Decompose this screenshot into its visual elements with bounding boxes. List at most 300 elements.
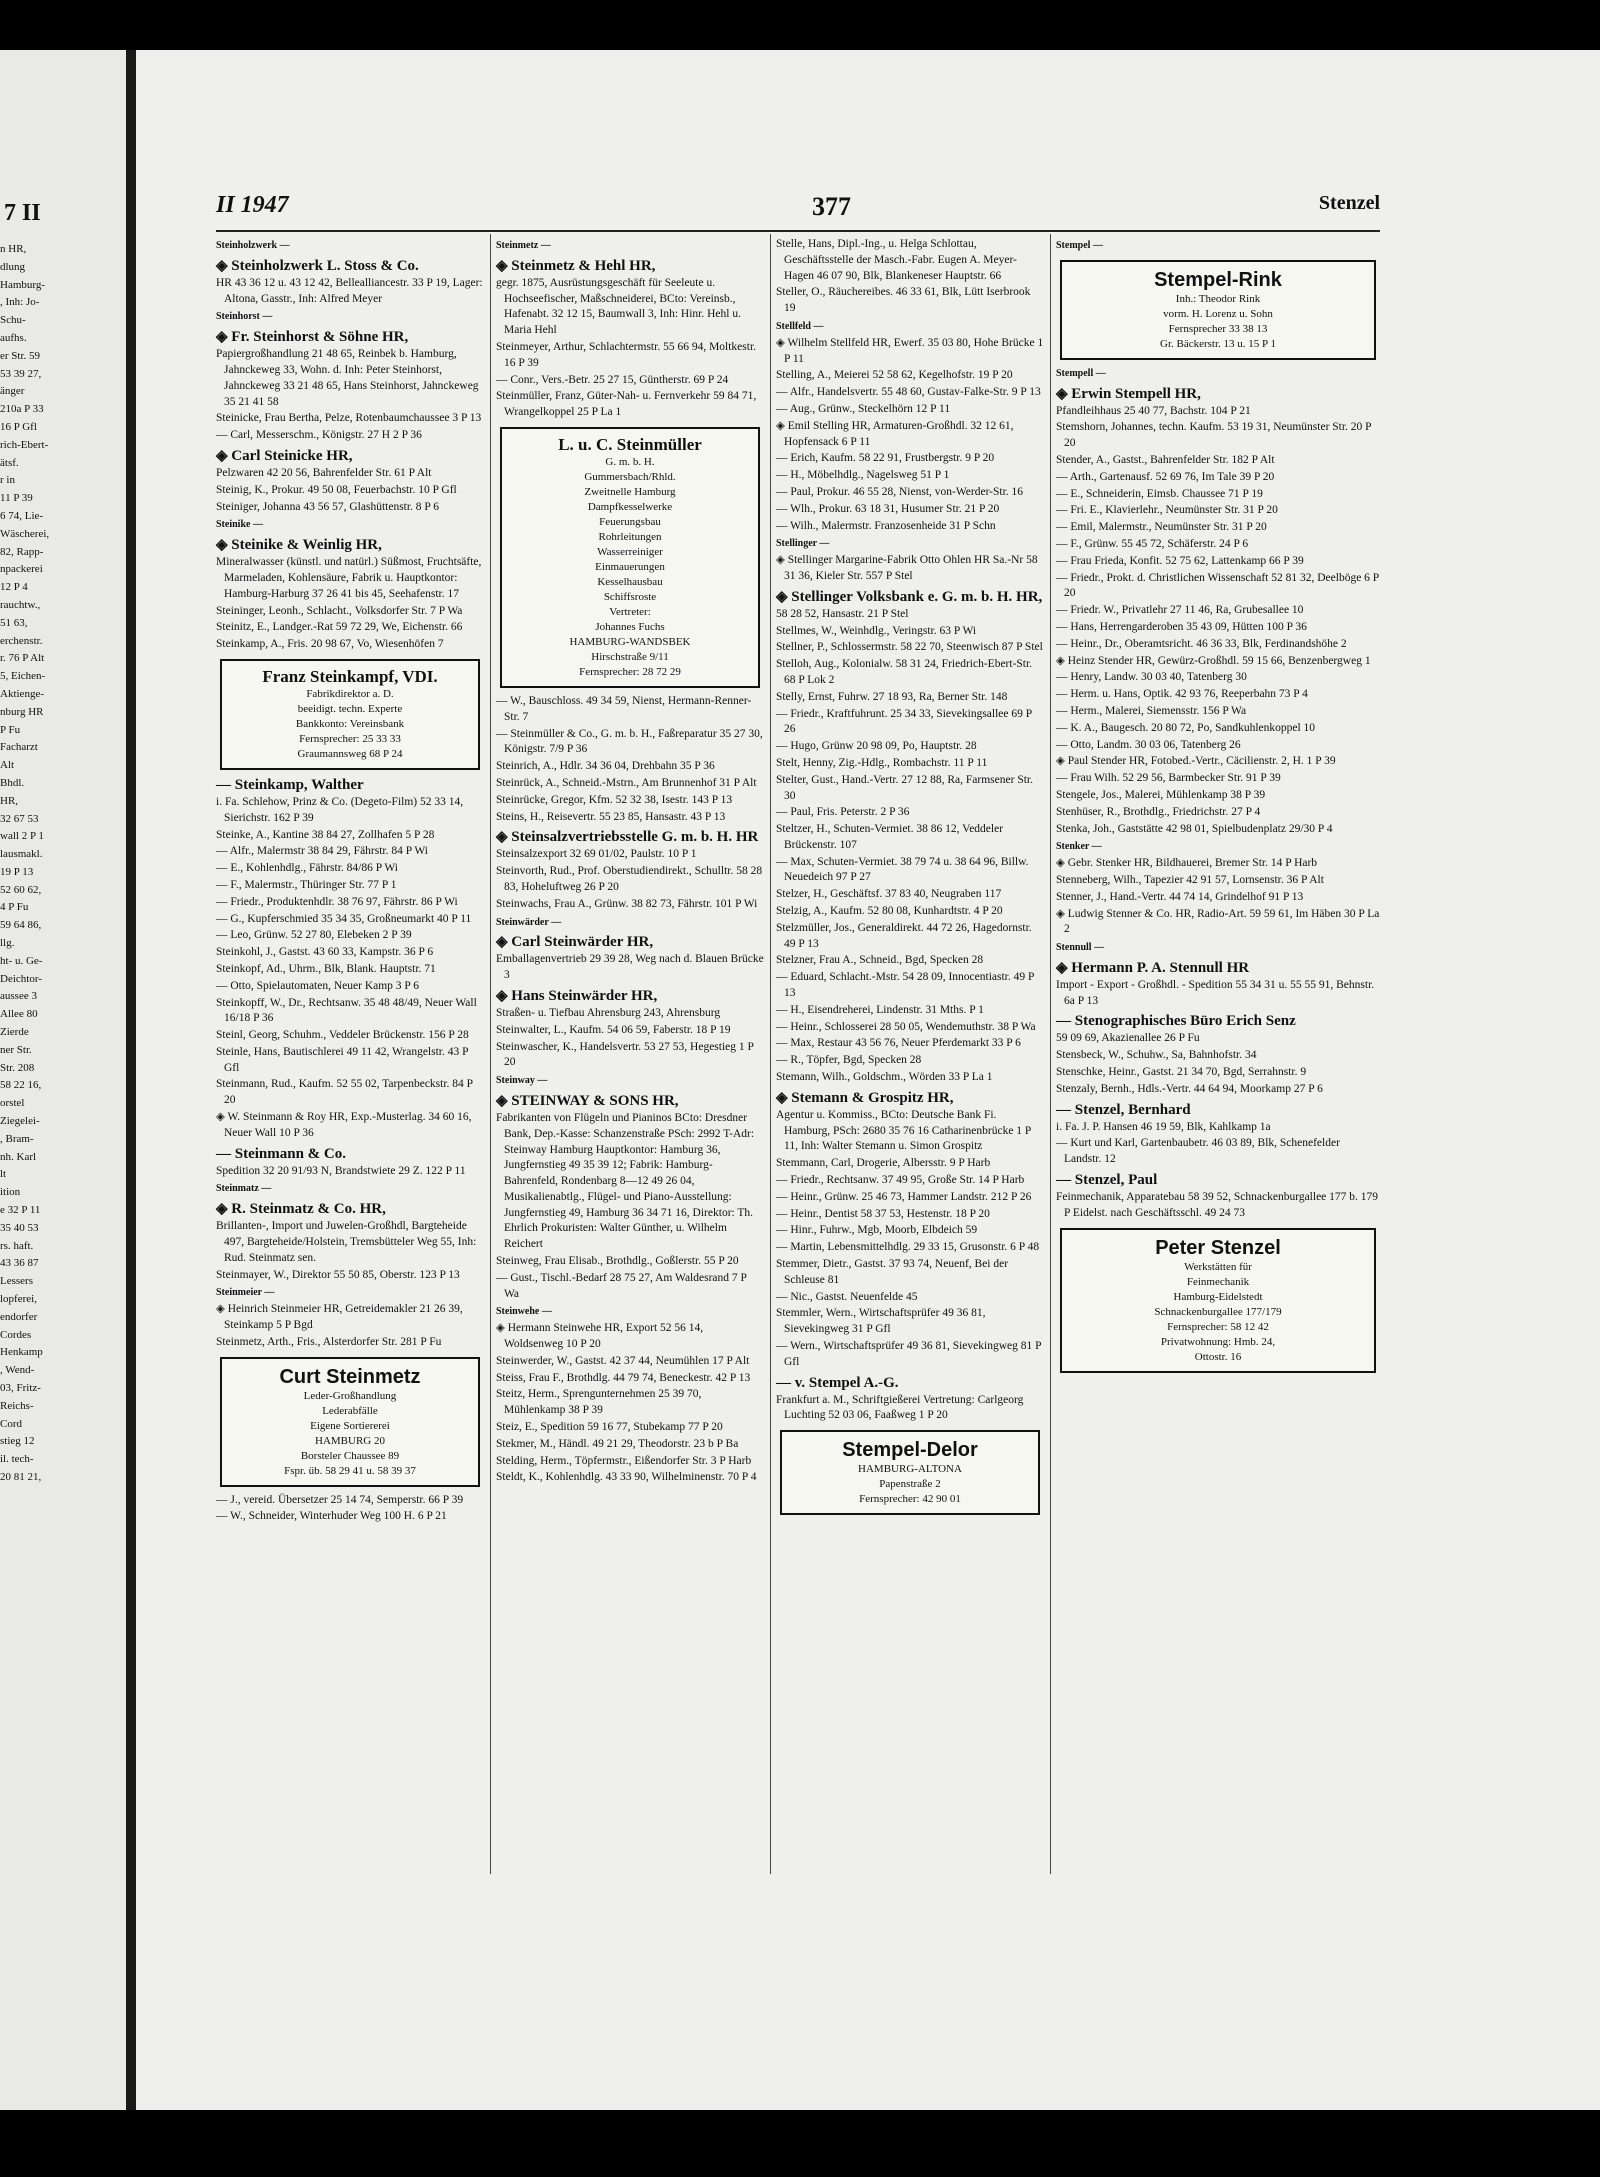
page-header-right: Stenzel — [1318, 192, 1380, 214]
previous-page-line: Wäscherei, — [0, 527, 50, 540]
directory-entry: Steinvorth, Rud., Prof. Oberstudiendirekt., Schulltr. 58 28 83, Hoheluftweg 26 P 20 — [496, 865, 763, 893]
firm-name-entry: ◈ Carl Steinwärder HR, — [496, 934, 654, 951]
advertisement-line: Graumannsweg 68 P 24 — [297, 747, 403, 760]
directory-entry: Stelter, Gust., Hand.-Vertr. 27 12 88, Ra, Farmsener Str. 30 — [776, 773, 1033, 802]
directory-entry: Steinrück, A., Schneid.-Mstrn., Am Brunnenhof 31 P Alt — [496, 776, 757, 789]
directory-entry: — Friedr., Prokt. d. Christlichen Wissenschaft 52 81 32, Deelböge 6 P 20 — [1056, 571, 1379, 600]
advertisement-line: Fernsprecher: 25 33 33 — [299, 732, 401, 745]
advertisement-line: Papenstraße 2 — [879, 1478, 941, 1491]
directory-entry: HR 43 36 12 u. 43 12 42, Bellealliancestr. 33 P 19, Lager: Altona, Gasstr., Inh: Alfred Meyer — [216, 276, 483, 305]
directory-entry: Papiergroßhandlung 21 48 65, Reinbek b. Hamburg, Jahnckeweg 33, Wohn. d. Inh: Peter Steinhorst, Jahnckeweg 33 21 48 65, Hans Steinhorst, Jahnckeweg 35 21 41 58 — [216, 348, 479, 408]
firm-name-entry: ◈ Erwin Stempell HR, — [1056, 385, 1201, 402]
section-heading: Steinmeier — — [216, 1287, 275, 1299]
directory-entry: — Frau Frieda, Konfit. 52 75 62, Lattenkamp 66 P 39 — [1056, 554, 1304, 567]
directory-entry: Steiz, E., Spedition 59 16 77, Stubekamp 77 P 20 — [496, 1421, 723, 1434]
previous-page-line: nburg HR — [0, 705, 44, 718]
directory-entry: Steins, H., Reisevertr. 55 23 85, Hansastr. 43 P 13 — [496, 810, 726, 823]
previous-page-line: , Wend- — [0, 1364, 35, 1377]
directory-entry: Fabrikanten von Flügeln und Pianinos BCto: Dresdner Bank, Dep.-Kasse: Schanzenstraße PSch: 2992 T-Adr: Steinway Hamburg Hauptkontor: Hamburg 36, Jungfernstieg 49 35 39 12; Fabrik: Hamburg-Bahrenfeld, Rondenbarg 8—12 49 26 04, Musikalienabtlg., Flügel- und Piano-Ausstellung: Jungfernstieg 49, Hamburg 36 34 71 16, Direktor: Th. Ehrlich Prokuristen: Walter Günther, u. Wilhelm Reichert — [496, 1111, 755, 1251]
section-heading: Steinholzwerk — — [216, 240, 290, 251]
directory-entry: Steiss, Frau F., Brothdlg. 44 79 74, Beneckestr. 42 P 13 — [496, 1371, 751, 1384]
directory-entry: ◈ Hermann Steinwehe HR, Export 52 56 14, Woldsenweg 10 P 20 — [496, 1322, 704, 1351]
directory-entry: — Wern., Wirtschaftsprüfer 49 36 81, Sievekingweg 81 P Gfl — [776, 1340, 1042, 1368]
directory-entry: — H., Möbelhdlg., Nagelsweg 51 P 1 — [776, 469, 950, 482]
previous-page-line: ht- u. Ge- — [0, 954, 43, 967]
directory-entry: — Fri. E., Klavierlehr., Neumünster Str. 31 P 20 — [1056, 504, 1278, 517]
directory-entry: Steinmayer, W., Direktor 55 50 85, Oberstr. 123 P 13 — [216, 1268, 460, 1281]
previous-page-line: wall 2 P 1 — [0, 830, 44, 843]
previous-page-line: ner Str. — [0, 1043, 32, 1056]
previous-page-line: Bhdl. — [0, 776, 25, 789]
advertisement-line: Kesselhausbau — [597, 575, 663, 588]
previous-page-line: llg. — [0, 937, 15, 950]
previous-page-line: 43 36 87 — [0, 1257, 39, 1270]
firm-name-entry: — Stenographisches Büro Erich Senz — [1056, 1013, 1296, 1030]
previous-page-header: 7 II — [4, 200, 41, 226]
firm-name-entry: ◈ STEINWAY & SONS HR, — [496, 1092, 679, 1109]
previous-page-line: r in — [0, 474, 15, 487]
directory-entry: — Heinr., Dr., Oberamtsricht. 46 36 33, Blk, Ferdinandshöhe 2 — [1056, 637, 1347, 650]
advertisement-line: Vertreter: — [609, 605, 651, 618]
directory-entry: Stelloh, Aug., Kolonialw. 58 31 24, Friedrich-Ebert-Str. 68 P Lok 2 — [776, 658, 1033, 686]
firm-name-entry: ◈ Steinholzwerk L. Stoss & Co. — [216, 257, 419, 274]
advertisement-line: Fernsprecher 33 38 13 — [1168, 322, 1268, 335]
directory-entry: Steinmann, Rud., Kaufm. 52 55 02, Tarpenbeckstr. 84 P 20 — [216, 1078, 473, 1107]
advertisement-title: L. u. C. Steinmüller — [558, 434, 702, 454]
directory-entry: — E., Schneiderin, Eimsb. Chaussee 71 P 19 — [1056, 487, 1263, 500]
directory-entry: — Friedr., Kraftfuhrunt. 25 34 33, Sievekingsallee 69 P 26 — [776, 707, 1032, 736]
previous-page-line: il. tech- — [0, 1453, 34, 1466]
previous-page-line: aufhs. — [0, 331, 27, 344]
directory-entry: 58 28 52, Hansastr. 21 P Stel — [776, 607, 909, 620]
previous-page-line: , Bram- — [0, 1132, 34, 1145]
section-heading: Stellinger — — [776, 538, 830, 550]
directory-entry: — Emil, Malermstr., Neumünster Str. 31 P 20 — [1056, 521, 1267, 534]
directory-entry: Steinrich, A., Hdlr. 34 36 04, Drehbahn 35 P 36 — [496, 760, 715, 773]
firm-name-entry: ◈ Steinike & Weinlig HR, — [216, 537, 382, 554]
advertisement-title: Peter Stenzel — [1155, 1236, 1281, 1259]
previous-page-line: Deichtor- — [0, 972, 42, 985]
previous-page-lines — [0, 241, 126, 1487]
advertisement-line: Dampfkesselwerke — [587, 500, 673, 513]
column-divider — [770, 234, 771, 1874]
previous-page-line: 03, Fritz- — [0, 1382, 41, 1394]
advertisement-box — [1060, 1228, 1376, 1373]
directory-entry: Steinle, Hans, Bautischlerei 49 11 42, Wrangelstr. 43 P Gfl — [216, 1045, 469, 1074]
directory-entry: — Friedr., Produktenhdlr. 38 76 97, Fährstr. 86 P Wi — [216, 895, 458, 908]
advertisement-line: Borsteler Chaussee 89 — [300, 1449, 400, 1462]
previous-page-line: 59 64 86, — [0, 919, 42, 932]
advertisement-line: G. m. b. H. — [605, 455, 655, 468]
previous-page-line: 35 40 53 — [0, 1221, 39, 1234]
column-divider — [1050, 234, 1051, 1874]
directory-entry: Steinl, Georg, Schuhm., Veddeler Brückenstr. 156 P 28 — [216, 1029, 469, 1042]
directory-entry: Pelzwaren 42 20 56, Bahrenfelder Str. 61 P Alt — [216, 466, 432, 479]
directory-entry: — Hinr., Fuhrw., Mgb, Moorb, Elbdeich 59 — [776, 1224, 978, 1237]
previous-page-line: endorfer — [0, 1310, 38, 1323]
directory-entry: ◈ Emil Stelling HR, Armaturen-Großhdl. 32 12 61, Hopfensack 6 P 11 — [776, 419, 1014, 448]
previous-page-line: ätsf. — [0, 456, 19, 469]
advertisement-title: Curt Steinmetz — [279, 1365, 421, 1388]
previous-page-line: 32 67 53 — [0, 812, 39, 825]
column-divider — [490, 234, 491, 1874]
directory-page — [136, 50, 1600, 2110]
section-heading: Steinwehe — — [496, 1306, 552, 1318]
directory-entry: Stelle, Hans, Dipl.-Ing., u. Helga Schlottau, Geschäftsstelle der Masch.-Fabr. Eugen A. Meyer-Hagen 46 07 90, Blk, Blankeneser Hauptstr. 66 — [776, 238, 1017, 282]
firm-name-entry: ◈ R. Steinmatz & Co. HR, — [216, 1201, 386, 1218]
firm-name-entry: — Stenzel, Bernhard — [1056, 1101, 1191, 1118]
directory-entry: Straßen- u. Tiefbau Ahrensburg 243, Ahrensburg — [496, 1006, 721, 1019]
previous-page-line: 58 22 16, — [0, 1079, 42, 1092]
previous-page-line: Cordes — [0, 1328, 32, 1341]
previous-page-line: 4 P Fu — [0, 901, 29, 914]
directory-entry: — Friedr., Rechtsanw. 37 49 95, Große Str. 14 P Harb — [776, 1174, 1025, 1187]
directory-entry: — Henry, Landw. 30 03 40, Tatenberg 30 — [1056, 671, 1247, 684]
previous-page-line: Str. 208 — [0, 1061, 35, 1074]
previous-page-line: Cord — [0, 1417, 22, 1430]
previous-page-line: r. 76 P Alt — [0, 652, 45, 665]
advertisement-line: Fernsprecher: 42 90 01 — [859, 1493, 961, 1506]
previous-page-line: 19 P 13 — [0, 865, 34, 878]
directory-entry: — F., Grünw. 55 45 72, Schäferstr. 24 P 6 — [1056, 537, 1249, 550]
directory-entry: — Herm., Malerei, Siemensstr. 156 P Wa — [1056, 704, 1247, 717]
advertisement-line: Zweitnelle Hamburg — [584, 485, 676, 498]
previous-page-line: 12 P 4 — [0, 581, 28, 594]
directory-entry: Steinkopff, W., Dr., Rechtsanw. 35 48 48/49, Neuer Wall 16/18 P 36 — [216, 996, 477, 1025]
directory-entry: — F., Malermstr., Thüringer Str. 77 P 1 — [216, 878, 397, 891]
advertisement-line: Fabrikdirektor a. D. — [306, 687, 394, 700]
previous-page-line: 210a P 33 — [0, 403, 44, 416]
directory-entry: — Heinr., Schlosserei 28 50 05, Wendemuthstr. 38 P Wa — [776, 1020, 1036, 1033]
advertisement-box — [780, 1430, 1040, 1515]
advertisement-line: Hamburg-Eidelstedt — [1173, 1290, 1263, 1303]
book-gutter — [126, 50, 136, 2110]
directory-entry: Steinwachs, Frau A., Grünw. 38 82 73, Fährstr. 101 P Wi — [496, 897, 758, 910]
directory-entry: — W., Bauschloss. 49 34 59, Nienst, Hermann-Renner-Str. 7 — [496, 694, 752, 723]
previous-page-line: Alt — [0, 759, 15, 772]
directory-entry: Steinwascher, K., Handelsvertr. 53 27 53, Hegestieg 1 P 20 — [496, 1040, 754, 1069]
directory-entry: Steldt, K., Kohlenhdlg. 43 33 90, Wilhelminenstr. 70 P 4 — [496, 1471, 757, 1484]
advertisement-title: Franz Steinkampf, VDI. — [262, 666, 438, 686]
previous-page-fragment — [0, 50, 126, 2110]
firm-name-entry: ◈ Steinsalzvertriebsstelle G. m. b. H. HR — [496, 829, 759, 846]
directory-entry: Stellmes, W., Weinhdlg., Veringstr. 63 P Wi — [776, 624, 977, 637]
previous-page-line: 20 81 21, — [0, 1470, 42, 1483]
section-heading: Steinmetz — — [496, 240, 551, 251]
previous-page-line: Hamburg- — [0, 278, 46, 291]
directory-entry: Steinig, K., Prokur. 49 50 08, Feuerbachstr. 10 P Gfl — [216, 483, 457, 496]
directory-entry: 59 09 69, Akazienallee 26 P Fu — [1056, 1032, 1200, 1045]
directory-entry: Stensbeck, W., Schuhw., Sa, Bahnhofstr. 34 — [1056, 1049, 1257, 1062]
directory-entry: Stelding, Herm., Töpfermstr., Eißendorfer Str. 3 P Harb — [496, 1454, 752, 1467]
section-heading: Steinhorst — — [216, 311, 273, 323]
previous-page-line: Lessers — [0, 1275, 33, 1288]
directory-entry: Stelt, Henny, Zig.-Hdlg., Rombachstr. 11 P 11 — [776, 756, 988, 769]
previous-page-line: , Inh: Jo- — [0, 296, 40, 309]
previous-page-line: ition — [0, 1186, 21, 1199]
section-heading: Steinwärder — — [496, 916, 562, 928]
firm-name-entry: ◈ Steinmetz & Hehl HR, — [496, 257, 656, 274]
directory-entry: ◈ Stellinger Margarine-Fabrik Otto Ohlen HR Sa.-Nr 58 31 36, Kieler Str. 557 P Stel — [776, 554, 1038, 582]
advertisement-line: Leder-Großhandlung — [303, 1389, 397, 1402]
directory-entry: Stemmler, Wern., Wirtschaftsprüfer 49 36 81, Sievekingweg 31 P Gfl — [776, 1307, 986, 1336]
header-rule — [216, 230, 1380, 232]
advertisement-line: Gr. Bäckerstr. 13 u. 15 P 1 — [1160, 337, 1276, 350]
directory-entry: — Eduard, Schlacht.-Mstr. 54 28 09, Innocentiastr. 49 P 13 — [776, 971, 1034, 1000]
directory-entry: Steltzer, H., Schuten-Vermiet. 38 86 12, Veddeler Brückenstr. 107 — [776, 823, 1004, 851]
directory-entry: — Max, Schuten-Vermiet. 38 79 74 u. 38 64 96, Billw. Neuedeich 97 P 27 — [776, 855, 1029, 884]
directory-entry: — Heinr., Grünw. 25 46 73, Hammer Landstr. 212 P 26 — [776, 1190, 1032, 1203]
directory-entry: — Friedr. W., Privatlehr 27 11 46, Ra, Grubesallee 10 — [1056, 604, 1304, 617]
advertisement-line: Eigene Sortiererei — [310, 1419, 390, 1432]
directory-entry: Stemshorn, Johannes, techn. Kaufm. 53 19 31, Neumünster Str. 20 P 20 — [1056, 421, 1372, 450]
previous-page-line: Reichs- — [0, 1399, 34, 1412]
directory-entry: Steinitz, E., Landger.-Rat 59 72 29, We, Eichenstr. 66 — [216, 621, 463, 634]
page-number: 377 — [812, 192, 851, 221]
directory-entry: Steller, O., Räuchereibes. 46 33 61, Blk, Lütt Iserbrook 19 — [776, 286, 1031, 315]
previous-page-line: lopferei, — [0, 1293, 37, 1306]
directory-entry: Stelzer, H., Geschäftsf. 37 83 40, Neugraben 117 — [776, 888, 1002, 901]
directory-entry: Stelling, A., Meierei 52 58 62, Kegelhofstr. 19 P 20 — [776, 369, 1013, 382]
directory-entry: ◈ Ludwig Stenner & Co. HR, Radio-Art. 59 59 61, Im Häben 30 P La 2 — [1056, 907, 1380, 936]
previous-page-line: Henkamp — [0, 1346, 43, 1359]
directory-entry: Stenschke, Heinr., Gastst. 21 34 70, Bgd, Serrahnstr. 9 — [1056, 1066, 1307, 1079]
section-heading: Stempell — — [1056, 367, 1106, 379]
directory-entry: Pfandleihhaus 25 40 77, Bachstr. 104 P 21 — [1056, 404, 1251, 417]
directory-entry: Steinkohl, J., Gastst. 43 60 33, Kampstr. 36 P 6 — [216, 946, 434, 959]
previous-page-line: aussee 3 — [0, 990, 37, 1003]
advertisement-line: Feinmechanik — [1186, 1275, 1250, 1288]
directory-entry: Steinwalter, L., Kaufm. 54 06 59, Faberstr. 18 P 19 — [496, 1023, 731, 1036]
directory-entry: — Heinr., Dentist 58 37 53, Hestenstr. 18 P 20 — [776, 1207, 990, 1220]
advertisement-line: Schiffsroste — [603, 590, 657, 603]
section-heading: Stennull — — [1056, 942, 1105, 954]
directory-entry: Steinsalzexport 32 69 01/02, Paulstr. 10 P 1 — [496, 848, 697, 861]
directory-entry: Steinmeyer, Arthur, Schlachtermstr. 55 66 94, Moltkestr. 16 P 39 — [496, 340, 757, 369]
directory-entry: Feinmechanik, Apparatebau 58 39 52, Schnackenburgallee 177 b. 179 P Eidelst. nach Geschäftsschl. 49 24 73 — [1056, 1191, 1379, 1219]
previous-page-line: lt — [0, 1168, 7, 1181]
directory-entry: Steinkopf, Ad., Uhrm., Blk, Blank. Hauptstr. 71 — [216, 962, 436, 975]
previous-page-line: erchenstr. — [0, 634, 43, 647]
advertisement-line: Fernsprecher: 28 72 29 — [579, 665, 681, 678]
advertisement-line: HAMBURG-ALTONA — [858, 1463, 962, 1476]
advertisement-line: Bankkonto: Vereinsbank — [295, 717, 405, 730]
advertisement-box — [220, 1357, 480, 1487]
advertisement-line: Feuerungsbau — [599, 515, 661, 528]
directory-entry: — Hans, Herrengarderoben 35 43 09, Hütten 100 P 36 — [1056, 620, 1307, 633]
directory-entry: — Kurt und Karl, Gartenbaubetr. 46 03 89, Blk, Schenefelder Landstr. 12 — [1056, 1137, 1340, 1166]
advertisement-line: Rohrleitungen — [598, 530, 662, 543]
directory-entry: Frankfurt a. M., Schriftgießerei Vertretung: Carlgeorg Luchting 52 03 06, Faaßweg 1 P 20 — [776, 1393, 1024, 1422]
directory-entry: Stelly, Ernst, Fuhrw. 27 18 93, Ra, Berner Str. 148 — [776, 690, 1008, 703]
advertisement-box — [220, 659, 480, 770]
previous-page-line: lausmakl. — [0, 848, 43, 861]
advertisement-line: Werkstätten für — [1184, 1260, 1252, 1273]
advertisement-line: Ottostr. 16 — [1194, 1350, 1242, 1363]
directory-entry: — Herm. u. Hans, Optik. 42 93 76, Reeperbahn 73 P 4 — [1056, 688, 1308, 701]
advertisement-line: beeidigt. techn. Experte — [297, 702, 403, 715]
directory-entry: — Otto, Landm. 30 03 06, Tatenberg 26 — [1056, 738, 1241, 751]
advertisement-line: Inh.: Theodor Rink — [1175, 292, 1261, 305]
directory-entry: — H., Eisendreherei, Lindenstr. 31 Mths. P 1 — [776, 1003, 984, 1016]
directory-entry: Stelzig, A., Kaufm. 52 80 08, Kunhardtstr. 4 P 20 — [776, 905, 1003, 918]
directory-entry: Stemmer, Dietr., Gastst. 37 93 74, Neuenf, Bei der Schleuse 81 — [776, 1258, 1009, 1286]
directory-entry: ◈ Heinz Stender HR, Gewürz-Großhdl. 59 15 66, Benzenbergweg 1 — [1056, 654, 1371, 667]
directory-entry: ◈ Wilhelm Stellfeld HR, Ewerf. 35 03 80, Hohe Brücke 1 P 11 — [776, 336, 1044, 365]
directory-entry: Import - Export - Großhdl. - Spedition 55 34 31 u. 55 55 91, Behnstr. 6a P 13 — [1056, 978, 1375, 1007]
directory-entry: Brillanten-, Import und Juwelen-Großhdl, Bargteheide 497, Bargteheide/Holstein, Tremsbütteler Weg 55, Inh: Rud. Steinmatz sen. — [216, 1220, 477, 1264]
directory-entry: Spedition 32 20 91/93 N, Brandstwiete 29 Z. 122 P 11 — [216, 1164, 466, 1177]
directory-entry: — Leo, Grünw. 52 27 80, Elebeken 2 P 39 — [216, 929, 412, 942]
advertisement-line: HAMBURG-WANDSBEK — [569, 635, 691, 648]
directory-entry: — Conr., Vers.-Betr. 25 27 15, Güntherstr. 69 P 24 — [496, 373, 729, 386]
directory-entry: — E., Kohlenhdlg., Fährstr. 84/86 P Wi — [216, 862, 398, 875]
directory-entry: Stemmann, Carl, Drogerie, Albersstr. 9 P Harb — [776, 1157, 991, 1170]
directory-entry: Stenner, J., Hand.-Vertr. 44 74 14, Grindelhof 91 P 13 — [1056, 890, 1304, 903]
section-heading: Stenker — — [1056, 841, 1102, 853]
column-3 — [776, 236, 1044, 1521]
directory-entry: Steinmüller, Franz, Güter-Nah- u. Fernverkehr 59 84 71, Wrangelkoppel 25 P La 1 — [496, 390, 757, 419]
previous-page-line: P Fu — [0, 723, 21, 736]
previous-page-line: Allee 80 — [0, 1008, 38, 1021]
directory-entry: — Max, Restaur 43 56 76, Neuer Pferdemarkt 33 P 6 — [776, 1037, 1021, 1050]
directory-entry: Stemann, Wilh., Goldschm., Wörden 33 P La 1 — [776, 1071, 993, 1084]
directory-entry: Steinwerder, W., Gastst. 42 37 44, Neumühlen 17 P Alt — [496, 1354, 750, 1367]
firm-name-entry: ◈ Hermann P. A. Stennull HR — [1056, 959, 1250, 976]
previous-page-line: rs. haft. — [0, 1239, 34, 1252]
directory-entry: Stenzaly, Bernh., Hdls.-Vertr. 44 64 94, Moorkamp 27 P 6 — [1056, 1082, 1323, 1095]
column-2 — [496, 236, 764, 1487]
directory-entry: — Nic., Gastst. Neuenfelde 45 — [776, 1290, 918, 1303]
directory-entry: — Otto, Spielautomaten, Neuer Kamp 3 P 6 — [216, 979, 420, 992]
previous-page-line: 51 63, — [0, 616, 28, 629]
directory-entry: Mineralwasser (künstl. und natürl.) Süßmost, Fruchtsäfte, Marmeladen, Kohlensäure, Fabrik u. Hauptkontor: Hamburg-Harburg 37 26 41 bis 45, Seehafenstr. 17 — [216, 556, 482, 600]
directory-entry: Stenneberg, Wilh., Tapezier 42 91 57, Lornsenstr. 36 P Alt — [1056, 873, 1324, 886]
directory-entry: ◈ Gebr. Stenker HR, Bildhauerei, Bremer Str. 14 P Harb — [1056, 857, 1318, 870]
directory-entry: Steinweg, Frau Elisab., Brothdlg., Goßlerstr. 55 P 20 — [496, 1255, 739, 1268]
directory-entry: Stender, A., Gastst., Bahrenfelder Str. 182 P Alt — [1056, 453, 1275, 466]
previous-page-line: änger — [0, 385, 25, 398]
page-header-left: II 1947 — [216, 192, 289, 218]
previous-page-line: stieg 12 — [0, 1435, 35, 1448]
directory-entry: — Paul, Fris. Peterstr. 2 P 36 — [776, 806, 910, 819]
firm-name-entry: — Steinkamp, Walther — [216, 776, 364, 793]
advertisement-line: vorm. H. Lorenz u. Sohn — [1163, 307, 1273, 320]
directory-entry: — Frau Wilh. 52 29 56, Barmbecker Str. 91 P 39 — [1056, 772, 1281, 785]
previous-page-line: Aktienge- — [0, 687, 44, 700]
section-heading: Steinike — — [216, 519, 263, 531]
firm-name-entry: — v. Stempel A.-G. — [776, 1374, 899, 1391]
directory-entry: Agentur u. Kommiss., BCto: Deutsche Bank Fi. Hamburg, PSch: 2680 35 76 16 Catharinenbrücke 1 P 11, Inh: Walter Stemann u. Simon Grospitz — [776, 1108, 1031, 1153]
directory-entry: Steinke, A., Kantine 38 84 27, Zollhafen 5 P 28 — [216, 828, 435, 841]
previous-page-line: Ziegelei- — [0, 1115, 40, 1128]
advertisement-title: Stempel-Rink — [1154, 268, 1282, 291]
directory-entry: Steinicke, Frau Bertha, Pelze, Rotenbaumchaussee 3 P 13 — [216, 412, 482, 425]
directory-entry: — Wilh., Malermstr. Franzosenheide 31 P Schn — [776, 519, 996, 532]
previous-page-line: 5, Eichen- — [0, 670, 46, 683]
previous-page-line: e 32 P 11 — [0, 1204, 41, 1217]
advertisement-line: Privatwohnung: Hmb. 24, — [1160, 1335, 1276, 1348]
directory-entry: — R., Töpfer, Bgd, Specken 28 — [776, 1054, 922, 1067]
directory-entry: gegr. 1875, Ausrüstungsgeschäft für Seeleute u. Hochseefischer, Maßschneiderei, BCto: Vereinsb., Hafenabt. 32 12 15, Baumwall 3, Inh: Hinr. Hehl u. Maria Hehl — [496, 276, 741, 337]
previous-page-line: 16 P Gfl — [0, 420, 37, 433]
advertisement-line: Schnackenburgallee 177/179 — [1154, 1305, 1282, 1318]
directory-entry: ◈ Paul Stender HR, Fotobed.-Vertr., Cäcilienstr. 2, H. 1 P 39 — [1056, 755, 1336, 768]
page-header — [216, 192, 1380, 232]
directory-entry: — Aug., Grünw., Steckelhörn 12 P 11 — [776, 402, 951, 415]
directory-entry: — Alfr., Malermstr 38 84 29, Fährstr. 84 P Wi — [216, 845, 428, 858]
advertisement-box — [500, 427, 760, 688]
previous-page-line: rich-Ebert- — [0, 438, 49, 451]
column-4 — [1056, 236, 1380, 1379]
directory-entry: — W., Schneider, Winterhuder Weg 100 H. 6 P 21 — [216, 1510, 447, 1523]
directory-entry: — Erich, Kaufm. 58 22 91, Frustbergstr. 9 P 20 — [776, 452, 995, 465]
advertisement-line: Lederabfälle — [322, 1404, 378, 1417]
advertisement-line: Hirschstraße 9/11 — [591, 650, 669, 663]
previous-page-line: Facharzt — [0, 741, 38, 754]
directory-entry: — Steinmüller & Co., G. m. b. H., Faßreparatur 35 27 30, Königstr. 7/9 P 36 — [496, 727, 763, 756]
firm-name-entry: ◈ Carl Steinicke HR, — [216, 447, 353, 464]
directory-entry: Steinrücke, Gregor, Kfm. 52 32 38, Isestr. 143 P 13 — [496, 793, 733, 806]
directory-entry: Stekmer, M., Händl. 49 21 29, Theodorstr. 23 b P Ba — [496, 1437, 739, 1450]
directory-entry: Steiniger, Johanna 43 56 57, Glashüttenstr. 8 P 6 — [216, 500, 440, 513]
previous-page-line: 6 74, Lie- — [0, 509, 44, 522]
advertisement-line: Johannes Fuchs — [595, 620, 665, 633]
advertisement-line: Fspr. üb. 58 29 41 u. 58 39 37 — [284, 1464, 416, 1477]
directory-entry: ◈ Heinrich Steinmeier HR, Getreidemakler 21 26 39, Steinkamp 5 P Bgd — [216, 1303, 463, 1332]
directory-entry: — K. A., Baugesch. 20 80 72, Po, Sandkuhlenkoppel 10 — [1056, 721, 1316, 734]
previous-page-line: Zierde — [0, 1026, 29, 1039]
firm-name-entry: ◈ Hans Steinwärder HR, — [496, 987, 658, 1004]
previous-page-line: rauchtw., — [0, 598, 41, 611]
directory-entry: Steinkamp, A., Fris. 20 98 67, Vo, Wiesenhöfen 7 — [216, 638, 444, 651]
directory-entry: ◈ W. Steinmann & Roy HR, Exp.-Musterlag. 34 60 16, Neuer Wall 10 P 36 — [216, 1111, 472, 1139]
directory-entry: Stengele, Jos., Malerei, Mühlenkamp 38 P 39 — [1056, 788, 1266, 801]
firm-name-entry: ◈ Stemann & Grospitz HR, — [776, 1089, 954, 1106]
firm-name-entry: ◈ Fr. Steinhorst & Söhne HR, — [216, 329, 409, 346]
previous-page-line: er Str. 59 — [0, 349, 41, 362]
directory-entry: Steitz, Herm., Sprengunternehmen 25 39 70, Mühlenkamp 38 P 39 — [496, 1388, 702, 1417]
previous-page-line: Schu- — [0, 314, 26, 327]
directory-entry: — Arth., Gartenausf. 52 69 76, Im Tale 39 P 20 — [1056, 470, 1275, 483]
directory-entry: Stenhüser, R., Brothdlg., Friedrichstr. 27 P 4 — [1056, 805, 1261, 818]
directory-entry: i. Fa. J. P. Hansen 46 19 59, Blk, Kahlkamp 1a — [1056, 1120, 1271, 1133]
previous-page-line: dlung — [0, 260, 26, 273]
advertisement-line: Gummersbach/Rhld. — [584, 470, 676, 483]
directory-entry: — Hugo, Grünw 20 98 09, Po, Hauptstr. 28 — [776, 740, 977, 753]
section-heading: Steinmatz — — [216, 1183, 272, 1195]
previous-page-line: 82, Rapp- — [0, 545, 44, 558]
directory-entry: Steininger, Leonh., Schlacht., Volksdorfer Str. 7 P Wa — [216, 604, 463, 617]
directory-entry: i. Fa. Schlehow, Prinz & Co. (Degeto-Film) 52 33 14, Sierichstr. 162 P 39 — [216, 795, 464, 824]
advertisement-line: Fernsprecher: 58 12 42 — [1167, 1320, 1269, 1333]
directory-entry: — Paul, Prokur. 46 55 28, Nienst, von-Werder-Str. 16 — [776, 485, 1024, 498]
section-heading: Stempel — — [1056, 240, 1103, 251]
directory-entry: Stelzner, Frau A., Schneid., Bgd, Specken 28 — [776, 954, 984, 967]
directory-entry: Stellner, P., Schlossermstr. 58 22 70, Steenwisch 87 P Stel — [776, 641, 1043, 654]
advertisement-line: Einmauerungen — [595, 560, 665, 573]
directory-entry: Stelzmüller, Jos., Generaldirekt. 44 72 26, Hagedornstr. 49 P 13 — [776, 921, 1032, 950]
section-heading: Stellfeld — — [776, 320, 824, 332]
previous-page-line: orstel — [0, 1097, 25, 1110]
directory-entry: — Gust., Tischl.-Bedarf 28 75 27, Am Waldesrand 7 P Wa — [496, 1271, 747, 1300]
advertisement-box — [1060, 260, 1376, 360]
previous-page-line: npackerei — [0, 563, 43, 576]
column-1 — [216, 236, 484, 1526]
previous-page-line: 53 39 27, — [0, 367, 42, 380]
directory-entry: — G., Kupferschmied 35 34 35, Großneumarkt 40 P 11 — [216, 912, 472, 925]
firm-name-entry: ◈ Stellinger Volksbank e. G. m. b. H. HR, — [776, 588, 1043, 605]
